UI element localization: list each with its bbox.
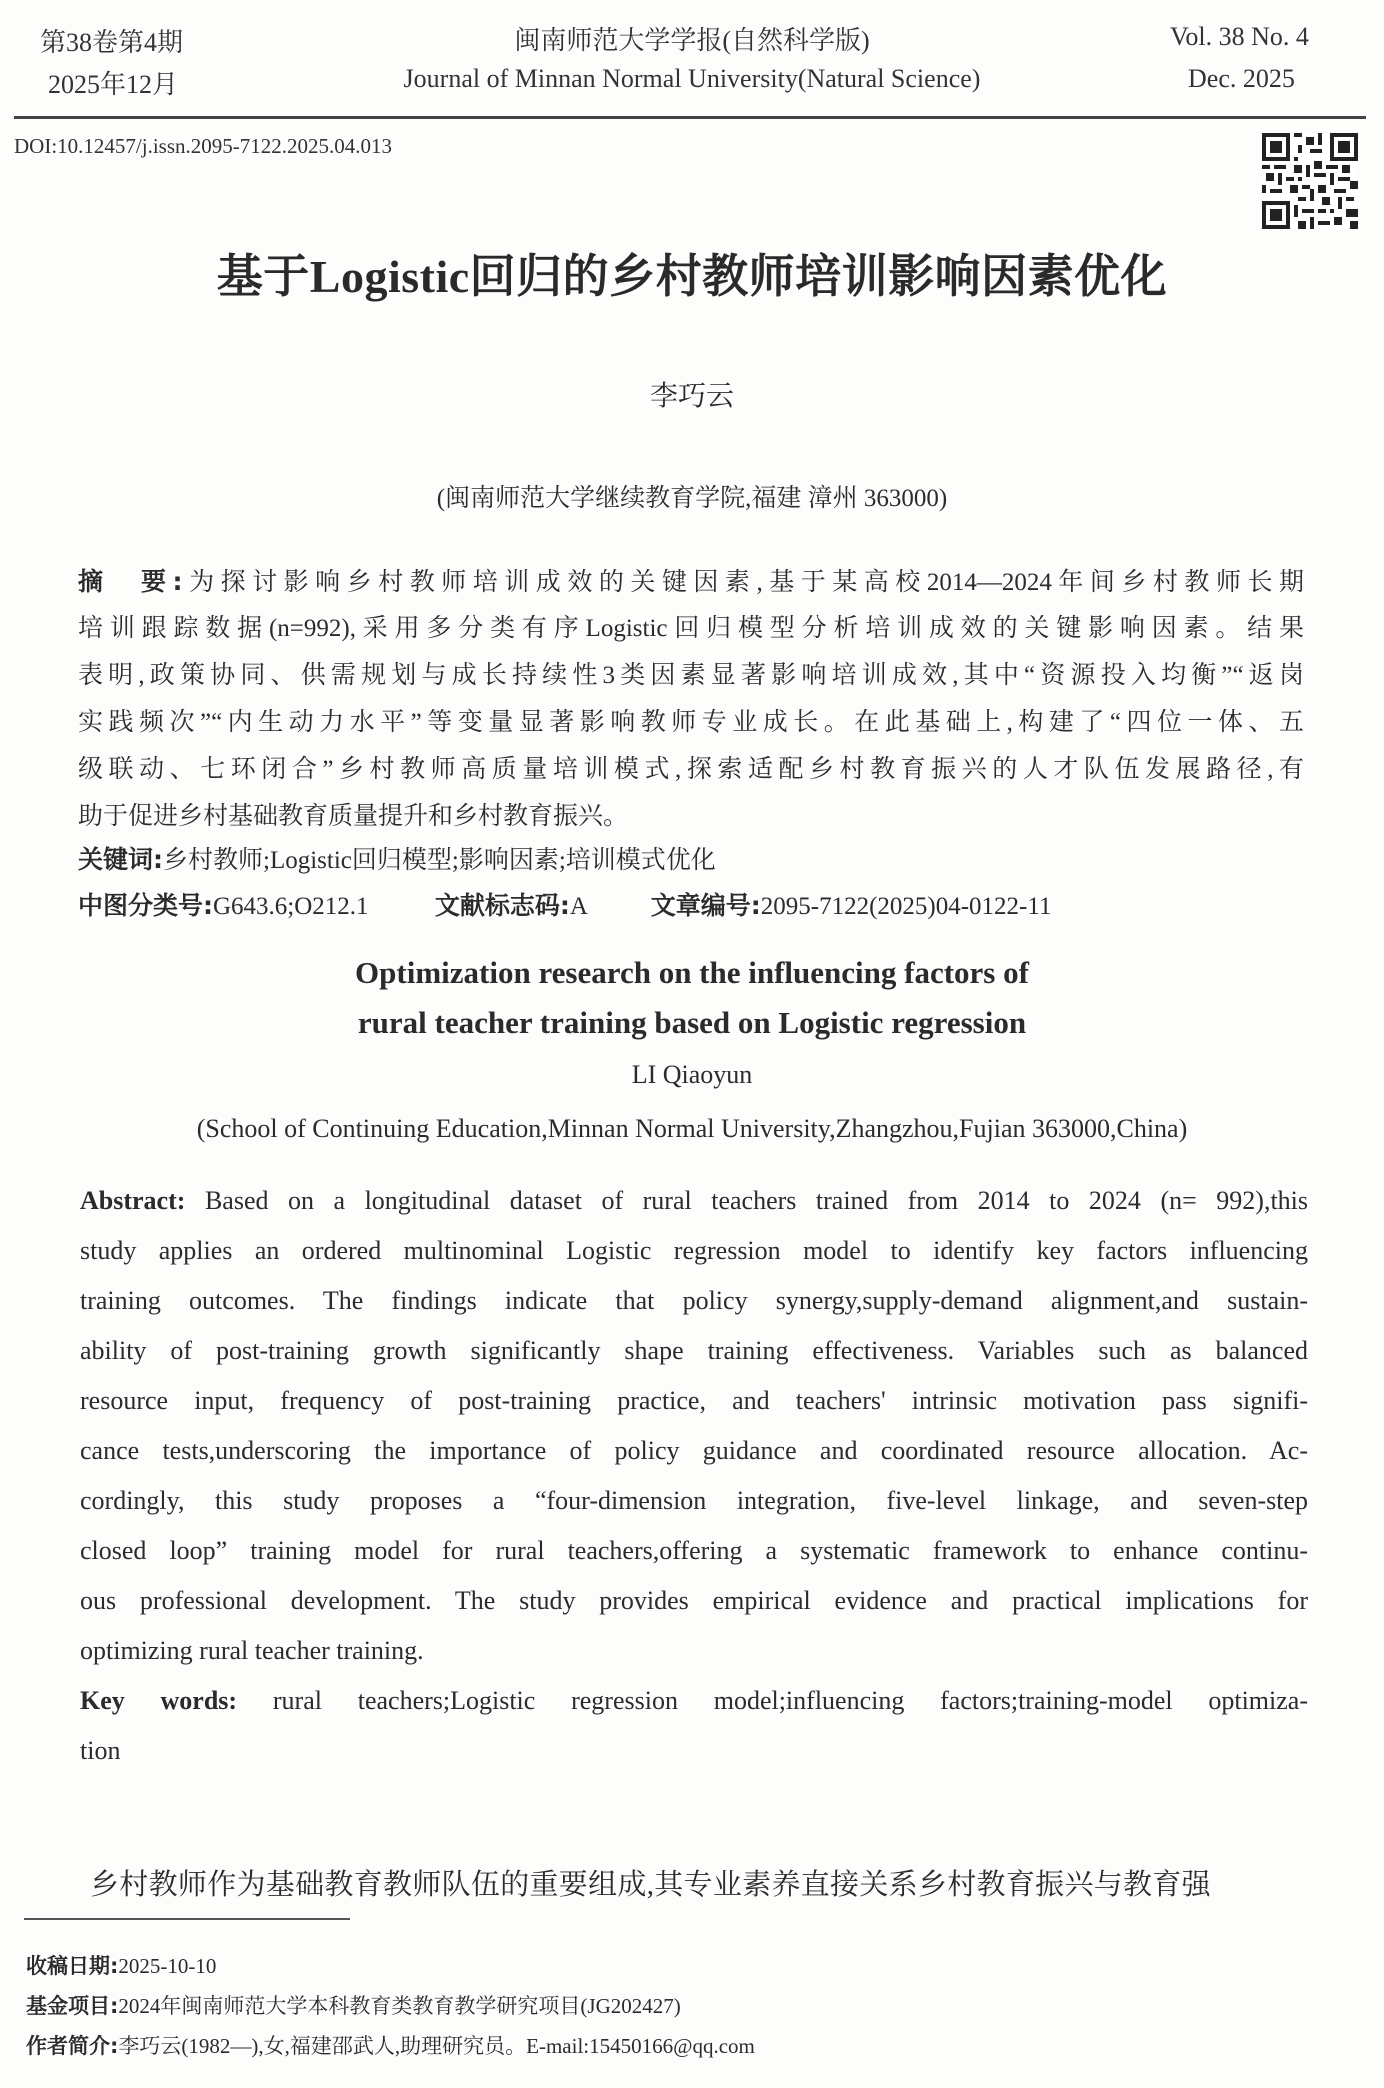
header-date-en: Dec. 2025: [1188, 64, 1295, 93]
header-volume-issue-en: Vol. 38 No. 4: [1170, 22, 1309, 51]
keywords-cn: [78, 840, 716, 876]
abstract-cn-line: [78, 558, 1304, 605]
header-volume-issue-cn: 第38卷第4期: [40, 28, 184, 57]
article-no-value: 2095-7122(2025)04-0122-11: [760, 893, 1052, 920]
footnote-author-bio: [26, 2030, 755, 2060]
author-cn: 李巧云: [649, 379, 734, 412]
author-en: LI Qiaoyun: [631, 1060, 753, 1089]
received-value: 2025-10-10: [118, 1954, 217, 1978]
abstract-cn-text: 为探讨影响乡村教师培训成效的关键因素,基于某高校2014—2024年间乡村教师长期: [182, 569, 1304, 596]
paper-title-cn: 基于Logistic回归的乡村教师培训影响因素优化: [216, 251, 1168, 302]
body-first-line: 乡村教师作为基础教育教师队伍的重要组成,其专业素养直接关系乡村教育振兴与教育强: [90, 1869, 1211, 1901]
abstract-en-line: optimizing rural teacher training.: [80, 1636, 424, 1665]
header-journal-name-en: Journal of Minnan Normal University(Natural Science): [403, 64, 981, 93]
clc-value: G643.6;O212.1: [213, 893, 369, 920]
keywords-en-line: [80, 1676, 1308, 1726]
qr-code-icon: [1262, 132, 1358, 230]
affiliation-en: (School of Continuing Education,Minnan Normal University,Zhangzhou,Fujian 363000,China): [196, 1114, 1188, 1143]
footnote-fund: [26, 1990, 681, 2020]
abstract-en-text: Based on a longitudinal dataset of rural teachers trained from 2014 to 2024 (n= 992),this: [204, 1186, 1309, 1215]
abstract-en-line: cance tests,underscoring the importance of policy guidance and coordinated resource allocation. Ac-: [80, 1436, 1308, 1465]
abstract-cn-line: 表明,政策协同、供需规划与成长持续性3类因素显著影响培训成效,其中“资源投入均衡”“返岗: [78, 662, 1304, 689]
fund-label: 基金项目:: [26, 1994, 119, 2018]
header-date-cn: 2025年12月: [48, 70, 179, 99]
abstract-en-line: resource input, frequency of post-training practice, and teachers' intrinsic motivation pass signifi-: [80, 1386, 1308, 1415]
header-journal-name-cn: 闽南师范大学学报(自然科学版): [514, 26, 870, 55]
fund-value: 2024年闽南师范大学本科教育类教育教学研究项目(JG202427): [118, 1994, 681, 2018]
header-rule: [14, 116, 1366, 119]
abstract-cn-line: 培训跟踪数据(n=992),采用多分类有序Logistic回归模型分析培训成效的关键影响因素。结果: [78, 615, 1304, 642]
article-no-label: 文章编号:: [650, 891, 761, 920]
keywords-en-line: tion: [80, 1736, 121, 1765]
abstract-en-line: ous professional development. The study provides empirical evidence and practical implications for: [80, 1586, 1308, 1615]
abstract-cn-line: 助于促进乡村基础教育质量提升和乡村教育振兴。: [78, 803, 629, 830]
abstract-en: [80, 1176, 1308, 1776]
keywords-cn-label: 关键词:: [78, 845, 163, 874]
doc-code-label: 文献标志码:: [434, 891, 570, 920]
abstract-en-line: closed loop” training model for rural teachers,offering a systematic framework to enhance continu-: [80, 1536, 1308, 1565]
abstract-cn: [78, 558, 1304, 840]
abstract-en-line: ability of post-training growth significantly shape training effectiveness. Variables such as balanced: [80, 1336, 1308, 1365]
classification-row: [78, 886, 1051, 922]
footnote-received: [26, 1950, 216, 1980]
abstract-cn-line: 实践频次”“内生动力水平”等变量显著影响教师专业成长。在此基础上,构建了“四位一体、五: [78, 709, 1304, 736]
abstract-en-line: study applies an ordered multinominal Logistic regression model to identify key factors influencing: [80, 1236, 1308, 1265]
doi[interactable]: DOI:10.12457/j.issn.2095-7122.2025.04.013: [14, 134, 392, 158]
abstract-en-line: [80, 1176, 1308, 1226]
keywords-en-label: Key words:: [80, 1686, 238, 1715]
abstract-en-line: training outcomes. The findings indicate that policy synergy,supply-demand alignment,and sustain-: [80, 1286, 1308, 1315]
received-label: 收稿日期:: [26, 1954, 119, 1978]
footnote-rule: [24, 1918, 350, 1920]
bio-label: 作者简介:: [26, 2034, 119, 2058]
doc-code-value: A: [569, 893, 587, 920]
abstract-en-line: cordingly, this study proposes a “four-dimension integration, five-level linkage, and seven-step: [80, 1486, 1308, 1515]
keywords-cn-value: 乡村教师;Logistic回归模型;影响因素;培训模式优化: [163, 847, 716, 874]
paper-title-en-line1: Optimization research on the influencing factors of: [355, 955, 1029, 990]
keywords-en-value: rural teachers;Logistic regression model;influencing factors;training-model optimiza-: [272, 1686, 1308, 1715]
abstract-cn-label: 摘 要:: [78, 567, 183, 596]
abstract-en-label: Abstract:: [80, 1186, 186, 1215]
bio-value: 李巧云(1982—),女,福建邵武人,助理研究员。E-mail:15450166@qq.com: [118, 2034, 755, 2058]
affiliation-cn: (闽南师范大学继续教育学院,福建 漳州 363000): [436, 485, 948, 512]
abstract-cn-line: 级联动、七环闭合”乡村教师高质量培训模式,探索适配乡村教育振兴的人才队伍发展路径,有: [78, 756, 1304, 783]
clc-label: 中图分类号:: [78, 891, 213, 920]
paper-title-en-line2: rural teacher training based on Logistic regression: [357, 1005, 1027, 1040]
